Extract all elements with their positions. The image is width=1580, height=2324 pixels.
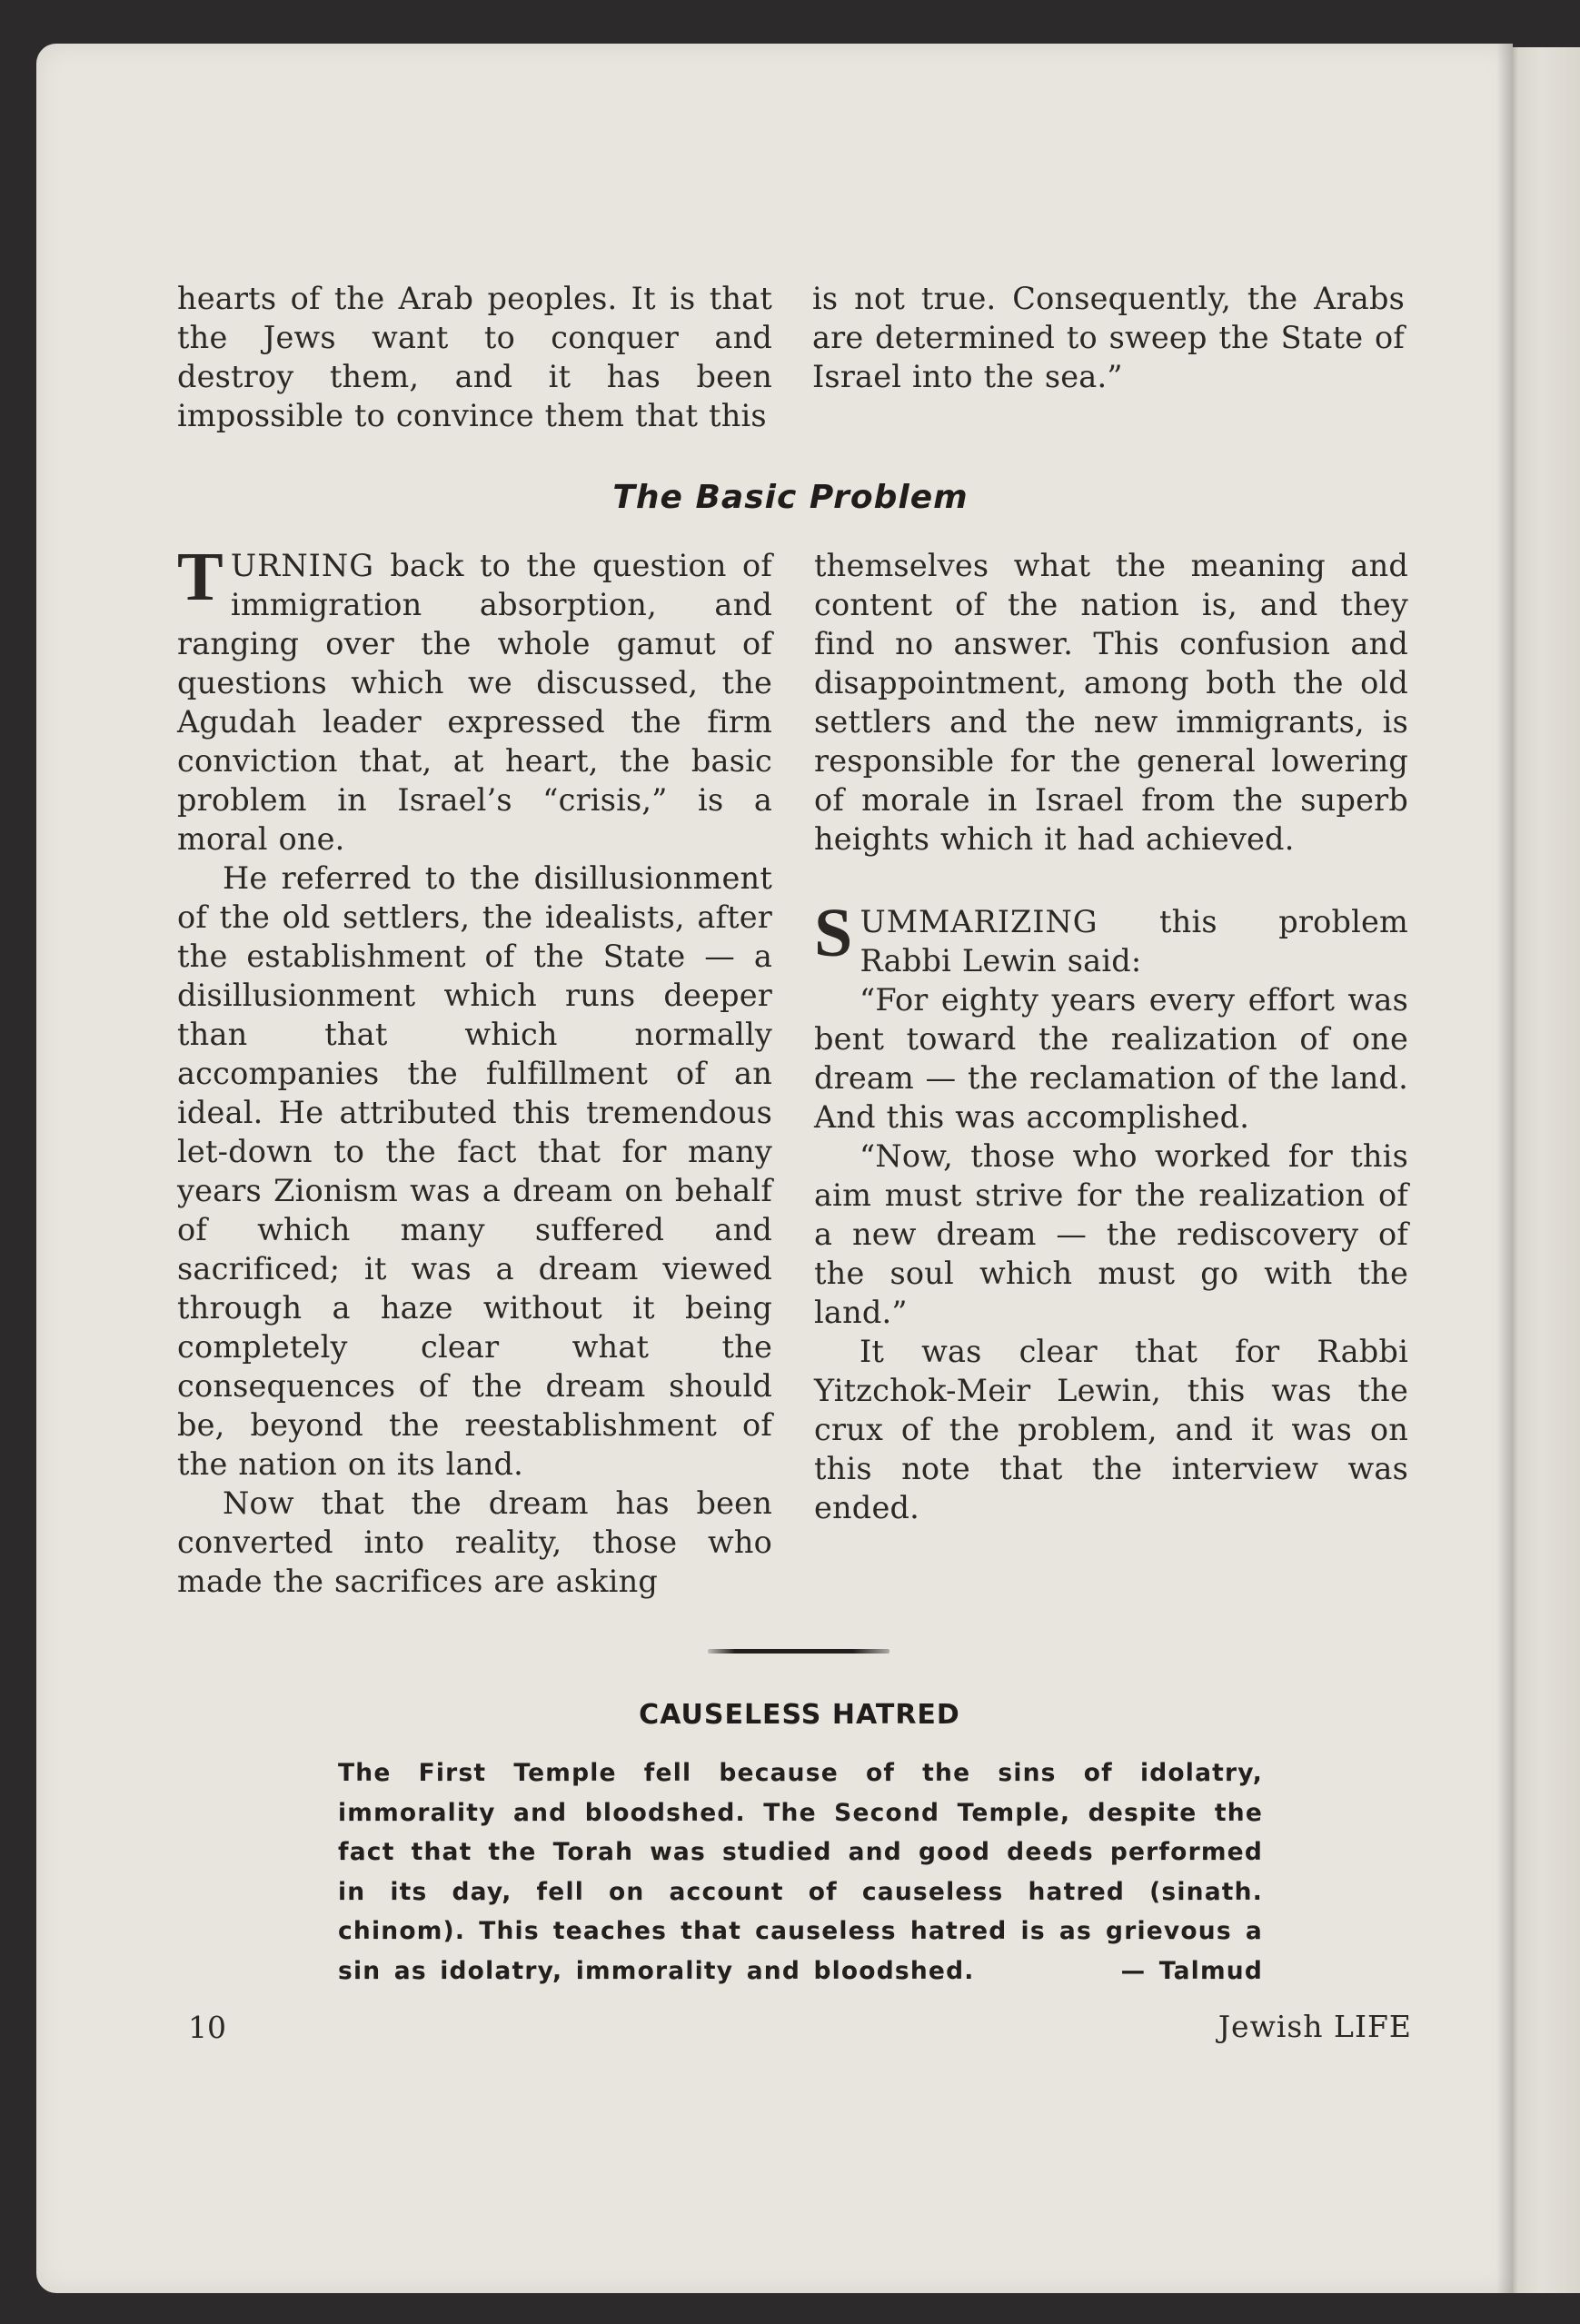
lead-caps-summarizing: UMMARIZING — [860, 904, 1098, 939]
publication-name: Jewish LIFE — [1217, 2009, 1412, 2044]
right-paragraph-4: “Now, those who worked for this aim must strive for the realization of a new dream — the rediscovery of the soul which must go with the land.” — [814, 1138, 1408, 1330]
right-paragraph-3: “For eighty years every effort was bent toward the realization of one dream — the reclamation of the land. And this was accomplished. — [814, 982, 1408, 1135]
section-heading: The Basic Problem — [612, 479, 969, 516]
right-paragraph-5: It was clear that for Rabbi Yitzchok-Meir Lewin, this was the crux of the problem, and it was on this note that the interview was ended. — [814, 1334, 1408, 1525]
box-title: CAUSELESS HATRED — [639, 1699, 960, 1731]
top-continuation-right — [812, 279, 1405, 396]
quote-text: The First Temple fell because of the sins of idolatry, immorality and bloodshed. The Second Temple, despite the fact that the Torah was studied and good deeds performed in its day, fell on account of causeless hatred (sinath. chinom). This teaches that causeless hatred is as grievous a sin as idolatry, immorality and bloodshed. — [338, 1759, 1263, 1985]
dropcap-s: S — [814, 895, 853, 971]
page-number: 10 — [188, 2010, 226, 2045]
lead-caps-turning: URNING — [230, 548, 374, 583]
section-divider-rule — [708, 1649, 889, 1654]
left-column — [177, 539, 772, 1601]
right-paragraph-1: themselves what the meaning and content of the nation is, and they find no answer. This confusion and disappointment, among both the old settlers and the new immigrants, is responsible for the general lowering of morale in Israel from the superb heights which it had achieved. — [814, 548, 1408, 857]
left-paragraph-1-text: back to the question of immigration absorption, and ranging over the whole gamut of questions which we discussed, the Agudah leader expressed the firm conviction that, at heart, the basic problem in Israel’s “crisis,” is a moral one. — [177, 548, 772, 857]
quote-attribution: — Talmud — [1120, 1956, 1263, 1985]
left-paragraph-2: He referred to the disillusionment of the old settlers, the idealists, after the establishment of the State — a disillusionment which runs deeper than that which normally accompanies the fulfillment of an ideal. He attributed this tremendous let-down to the fact that for many years Zionism was a dream on behalf of which many suffered and sacrificed; it was a dream viewed through a haze without it being completely clear what the consequences of the dream should be, beyond the reestablishment of the nation on its land. — [177, 860, 772, 1482]
top-continuation-left — [177, 279, 772, 435]
dropcap-t: T — [177, 539, 224, 615]
right-paragraph-2 — [814, 895, 1408, 980]
left-paragraph-3: Now that the dream has been converted into reality, those who made the sacrifices are asking — [177, 1485, 772, 1599]
right-paragraph-2-text: this problem Rabbi Lewin said: — [860, 904, 1408, 978]
right-column — [814, 546, 1408, 1527]
next-page-edge — [1513, 47, 1580, 2293]
continuation-right-text: is not true. Consequently, the Arabs are determined to sweep the State of Israel into the sea.” — [812, 281, 1405, 394]
continuation-left-text: hearts of the Arab peoples. It is that the Jews want to conquer and destroy them, and it has been impossible to convince them that this — [177, 281, 772, 433]
left-paragraph-1 — [177, 539, 772, 859]
gutter-shadow — [1496, 44, 1513, 2293]
quote-box — [338, 1753, 1263, 1991]
